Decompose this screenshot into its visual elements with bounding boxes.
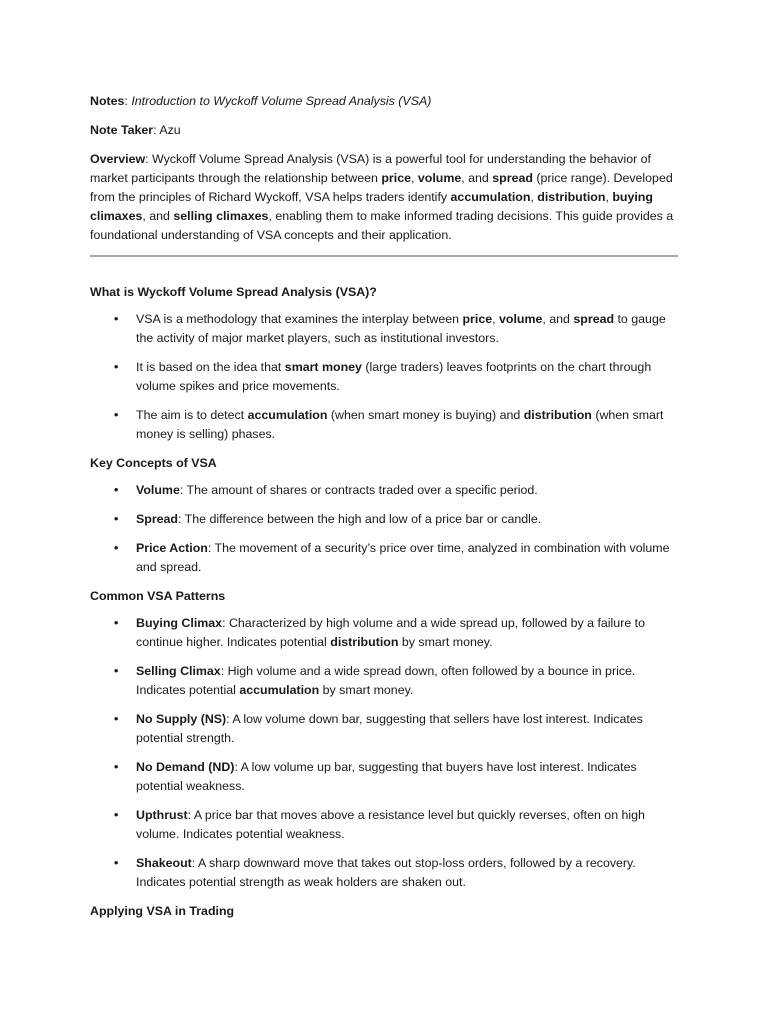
bullet-icon: • (114, 483, 119, 497)
common-patterns-list (90, 614, 680, 892)
list-item: • It is based on the idea that smart money (large traders) leaves footprints on the chart through volume spikes and price movements. (114, 360, 652, 393)
bullet-icon: • (114, 512, 119, 526)
bullet-icon: • (114, 760, 119, 774)
notes-label: Notes (90, 94, 125, 108)
section-heading-what-is-vsa: What is Wyckoff Volume Spread Analysis (VSA)? (90, 285, 377, 299)
list-item: • No Supply (NS): A low volume down bar, suggesting that sellers have lost interest. Indicates potential strength. (114, 712, 643, 745)
list-item: • Spread: The difference between the high and low of a price bar or candle. (90, 510, 680, 529)
section-heading-applying-vsa: Applying VSA in Trading (90, 904, 235, 918)
overview-paragraph: Overview: Wyckoff Volume Spread Analysis (VSA) is a powerful tool for understanding the behavior of market participants through the relationship between price, volume, and spread (price range). Developed from the principles of Richard Wyckoff, VSA helps traders identify accumulation, distribution, buying climaxes, and selling climaxes, enabling them to make informed trading decisions. This guide provides a foundational understanding of VSA concepts and their application. (90, 152, 674, 242)
bullet-icon: • (114, 360, 119, 374)
key-concepts-list (90, 481, 680, 577)
list-item: • Buying Climax: Characterized by high volume and a wide spread up, followed by a failure to continue higher. Indicates potential distribution by smart money. (114, 616, 645, 649)
bullet-icon: • (114, 664, 119, 678)
bullet-icon: • (114, 808, 119, 822)
list-item: • Price Action: The movement of a security’s price over time, analyzed in combination with volume and spread. (114, 541, 670, 574)
document-page (90, 92, 680, 929)
list-item: • Selling Climax: High volume and a wide spread down, often followed by a bounce in price. Indicates potential accumulation by smart money. (114, 664, 636, 697)
section-heading-key-concepts: Key Concepts of VSA (90, 456, 217, 470)
bullet-icon: • (114, 408, 119, 422)
notes-title: Introduction to Wyckoff Volume Spread Analysis (VSA) (131, 94, 432, 108)
note-taker-label: Note Taker (90, 123, 154, 137)
list-item: • VSA is a methodology that examines the interplay between price, volume, and spread to gauge the activity of major market players, such as institutional investors. (114, 312, 666, 345)
overview-label: Overview (90, 152, 146, 166)
note-taker-line: Note Taker: Azu (90, 123, 181, 137)
bullet-icon: • (114, 616, 119, 630)
list-item: • The aim is to detect accumulation (when smart money is buying) and distribution (when smart money is selling) phases. (114, 408, 664, 441)
bullet-icon: • (114, 856, 119, 870)
what-is-vsa-list (90, 310, 680, 444)
notes-line: Notes: Introduction to Wyckoff Volume Spread Analysis (VSA) (90, 94, 432, 108)
horizontal-divider (90, 255, 678, 257)
list-item: • No Demand (ND): A low volume up bar, suggesting that buyers have lost interest. Indicates potential weakness. (114, 760, 637, 793)
list-item: • Volume: The amount of shares or contracts traded over a specific period. (90, 481, 680, 500)
section-heading-common-patterns: Common VSA Patterns (90, 589, 226, 603)
list-item: • Shakeout: A sharp downward move that takes out stop-loss orders, followed by a recovery. Indicates potential strength as weak holders are shaken out. (114, 856, 636, 889)
note-taker-name: Azu (159, 123, 181, 137)
bullet-icon: • (114, 712, 119, 726)
bullet-icon: • (114, 312, 119, 326)
list-item: • Upthrust: A price bar that moves above a resistance level but quickly reverses, often on high volume. Indicates potential weakness. (114, 808, 645, 841)
bullet-icon: • (114, 541, 119, 555)
